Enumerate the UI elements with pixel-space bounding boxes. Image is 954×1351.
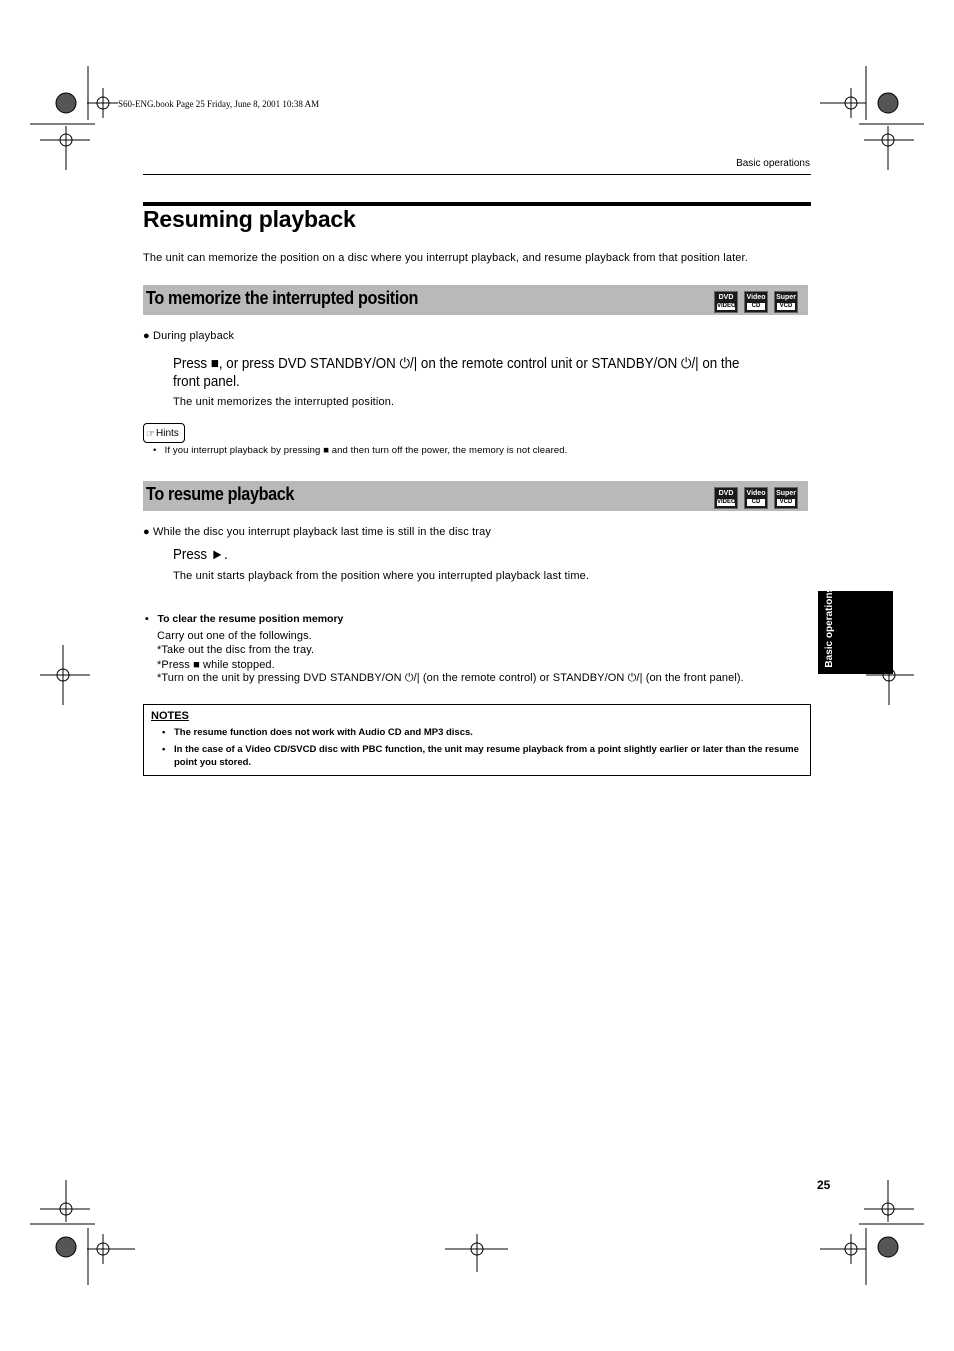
video-cd-icon: Video CD xyxy=(744,487,768,509)
clear-line: Carry out one of the followings. xyxy=(157,630,312,642)
resume-result: The unit starts playback from the position where you interrupted playback last time. xyxy=(173,570,590,582)
side-tab xyxy=(818,587,893,674)
section-title: To resume playback xyxy=(146,484,295,504)
hand-icon: ☞ xyxy=(146,429,155,440)
page-title: Resuming playback xyxy=(143,206,356,232)
stop-icon: ■ xyxy=(193,659,200,671)
hint-text: • If you interrupt playback by pressing ■ and then turn off the power, the memory is not cleared. xyxy=(153,445,568,456)
standby-icon: ⏻/| xyxy=(680,356,699,372)
video-cd-icon: Video CD xyxy=(744,291,768,313)
bullet-icon: ● xyxy=(143,526,150,538)
stop-icon: ■ xyxy=(323,445,330,456)
clear-line: *Turn on the unit by pressing DVD STANDBY/ON ⏻/| (on the remote control) or STANDBY/ON ⏻/| (on the front panel). xyxy=(157,672,744,684)
notes-box xyxy=(143,704,811,776)
section-header-resume xyxy=(143,481,808,511)
note-item: • The resume function does not work with Audio CD and MP3 discs. xyxy=(162,727,473,738)
dvd-video-icon: DVD VIDEO xyxy=(714,291,738,313)
running-head: Basic operations xyxy=(736,158,810,169)
play-icon: ► xyxy=(210,547,225,563)
notes-title: NOTES xyxy=(151,710,189,722)
condition-during-playback: ● During playback xyxy=(143,330,235,342)
header-rule xyxy=(143,174,811,175)
print-info: S60-ENG.book Page 25 Friday, June 8, 2001 10:38 AM xyxy=(118,99,320,109)
standby-icon: ⏻/| xyxy=(404,672,420,684)
clear-memory-title: • To clear the resume position memory xyxy=(145,613,344,625)
section-header-memorize xyxy=(143,285,808,315)
intro-text: The unit can memorize the position on a disc where you interrupt playback, and resume playback from that position later. xyxy=(143,252,748,264)
memorize-step: Press ■, or press DVD STANDBY/ON ⏻/| on the remote control unit or STANDBY/ON ⏻/| on the front panel. xyxy=(173,356,740,390)
resume-step: Press ►. xyxy=(173,547,228,563)
section-title: To memorize the interrupted position xyxy=(146,288,419,308)
hints-icon: ☞ Hints xyxy=(143,423,185,443)
condition-disc-in-tray: ● While the disc you interrupt playback last time is still in the disc tray xyxy=(143,526,492,538)
stop-icon: ■ xyxy=(210,356,219,372)
disc-icons xyxy=(714,487,798,509)
clear-line: *Take out the disc from the tray. xyxy=(157,644,315,656)
super-vcd-icon: Super VCD xyxy=(774,487,798,509)
dvd-video-icon: DVD VIDEO xyxy=(714,487,738,509)
side-tab-label: Basic operations xyxy=(824,587,835,668)
super-vcd-icon: Super VCD xyxy=(774,291,798,313)
clear-line: *Press ■ while stopped. xyxy=(157,659,275,671)
page-number: 25 xyxy=(817,1178,831,1192)
standby-icon: ⏻/| xyxy=(627,672,643,684)
note-item: • In the case of a Video CD/SVCD disc with PBC function, the unit may resume playback from a point slightly earlier or later than the resume point you stored. xyxy=(162,744,799,768)
bullet-icon: ● xyxy=(143,330,150,342)
disc-icons xyxy=(714,291,798,313)
standby-icon: ⏻/| xyxy=(399,356,418,372)
memorize-result: The unit memorizes the interrupted position. xyxy=(173,396,395,408)
